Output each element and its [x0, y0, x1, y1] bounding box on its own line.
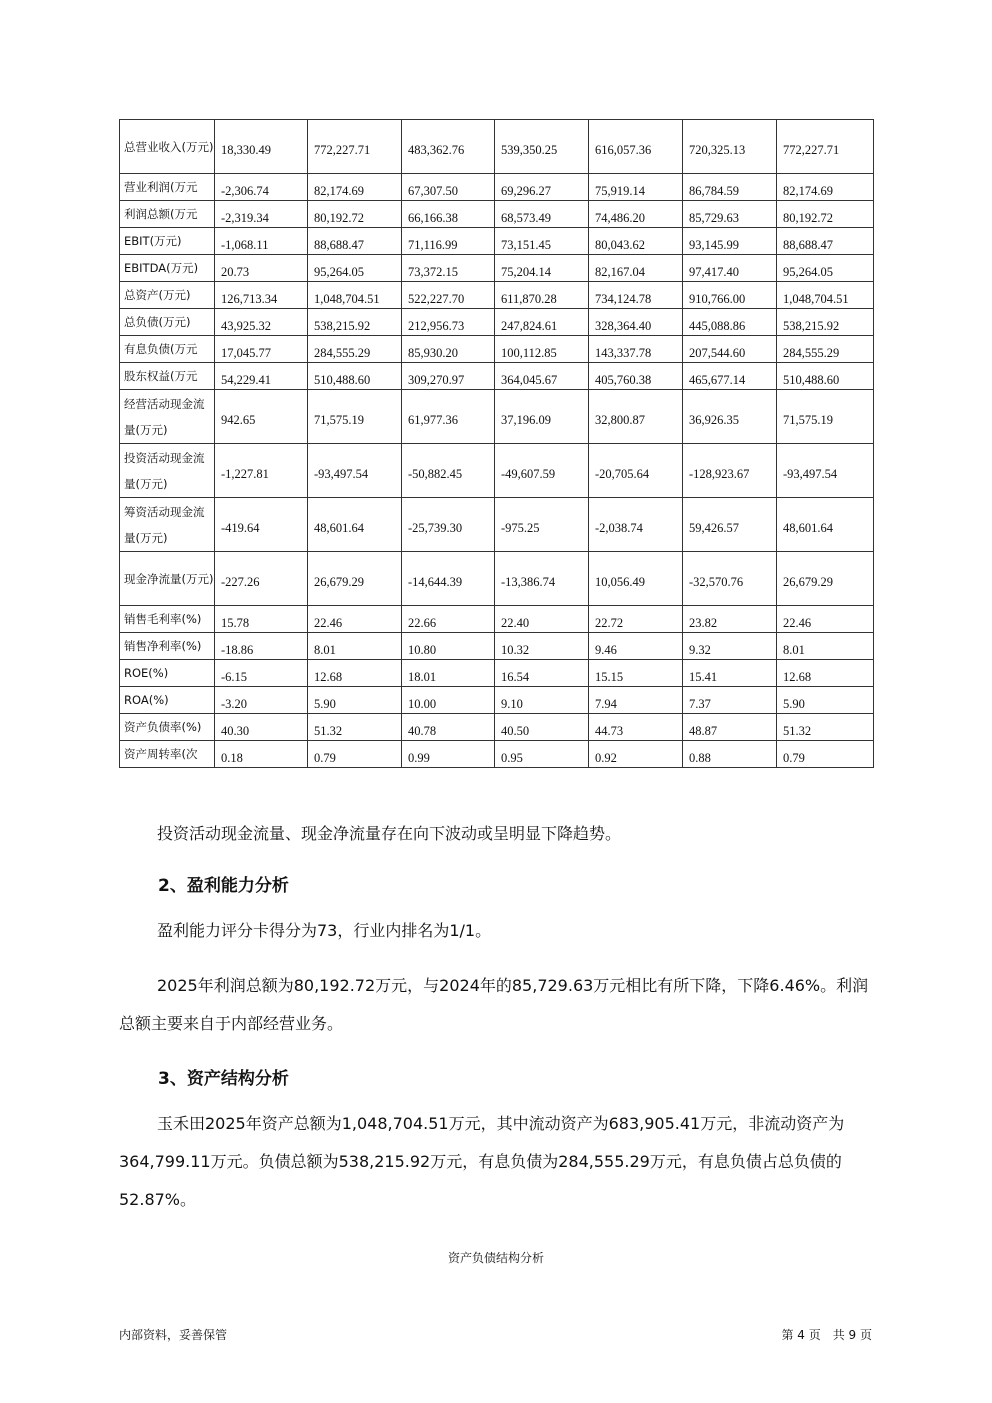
table-cell: 22.66	[402, 606, 495, 633]
table-cell: 0.79	[308, 741, 402, 768]
section-heading-profitability: 2、盈利能力分析	[158, 876, 289, 896]
table-cell: 18.01	[402, 660, 495, 687]
table-cell: 10.80	[402, 633, 495, 660]
table-cell: 910,766.00	[683, 282, 777, 309]
table-cell: 5.90	[777, 687, 874, 714]
table-cell: 15.78	[215, 606, 308, 633]
table-cell: 611,870.28	[495, 282, 589, 309]
paragraph-total-profit: 2025年利润总额为80,192.72万元，与2024年的85,729.63万元相比有所下降，下降6.46%。利润总额主要来自于内部经营业务。	[119, 976, 869, 1033]
row-label: 资产负债率(%)	[120, 714, 215, 741]
table-cell: 95,264.05	[308, 255, 402, 282]
table-row	[120, 309, 874, 336]
table-cell: 8.01	[777, 633, 874, 660]
table-row	[120, 633, 874, 660]
table-cell: 20.73	[215, 255, 308, 282]
table-cell: -227.26	[215, 552, 308, 606]
table-cell: 88,688.47	[308, 228, 402, 255]
table-cell: 86,784.59	[683, 174, 777, 201]
table-cell: 80,192.72	[777, 201, 874, 228]
table-row	[120, 255, 874, 282]
table-cell: 85,930.20	[402, 336, 495, 363]
table-cell: 85,729.63	[683, 201, 777, 228]
row-label: 有息负债(万元	[120, 336, 215, 363]
table-cell: 616,057.36	[589, 120, 683, 174]
row-label: 经营活动现金流量(万元)	[120, 390, 215, 444]
table-cell: 364,045.67	[495, 363, 589, 390]
table-cell: 71,116.99	[402, 228, 495, 255]
table-cell: 71,575.19	[308, 390, 402, 444]
row-label: 现金净流量(万元)	[120, 552, 215, 606]
table-cell: 23.82	[683, 606, 777, 633]
table-row	[120, 174, 874, 201]
table-cell: 8.01	[308, 633, 402, 660]
table-cell: -2,038.74	[589, 498, 683, 552]
table-cell: 22.40	[495, 606, 589, 633]
table-cell: 0.99	[402, 741, 495, 768]
table-row	[120, 498, 874, 552]
row-label: 营业利润(万元	[120, 174, 215, 201]
table-cell: 69,296.27	[495, 174, 589, 201]
table-cell: 51.32	[777, 714, 874, 741]
table-cell: 18,330.49	[215, 120, 308, 174]
row-label: 总负债(万元)	[120, 309, 215, 336]
table-cell: 465,677.14	[683, 363, 777, 390]
table-cell: 51.32	[308, 714, 402, 741]
table-row	[120, 444, 874, 498]
table-cell: -14,644.39	[402, 552, 495, 606]
paragraph-profitability-score: 盈利能力评分卡得分为73，行业内排名为1/1。	[157, 921, 492, 940]
table-cell: 95,264.05	[777, 255, 874, 282]
table-cell: 74,486.20	[589, 201, 683, 228]
table-cell: 284,555.29	[308, 336, 402, 363]
footer-confidential-note: 内部资料，妥善保管	[119, 1328, 228, 1342]
table-cell: 143,337.78	[589, 336, 683, 363]
table-cell: 73,151.45	[495, 228, 589, 255]
table-cell: 1,048,704.51	[777, 282, 874, 309]
table-cell: 734,124.78	[589, 282, 683, 309]
paragraph-asset-structure: 玉禾田2025年资产总额为1,048,704.51万元，其中流动资产为683,905.41万元，非流动资产为364,799.11万元。负债总额为538,215.92万元，有息负债为284,555.29万元，有息负债占总负债的52.87%。	[119, 1114, 845, 1209]
row-label: ROE(%)	[120, 660, 215, 687]
table-cell: 15.15	[589, 660, 683, 687]
table-cell: 48,601.64	[777, 498, 874, 552]
row-label: 股东权益(万元	[120, 363, 215, 390]
table-cell: 10.32	[495, 633, 589, 660]
table-cell: 0.18	[215, 741, 308, 768]
table-cell: 720,325.13	[683, 120, 777, 174]
table-row	[120, 228, 874, 255]
row-label: 投资活动现金流量(万元)	[120, 444, 215, 498]
table-cell: 75,919.14	[589, 174, 683, 201]
table-cell: 538,215.92	[777, 309, 874, 336]
row-label: EBITDA(万元)	[120, 255, 215, 282]
table-cell: -93,497.54	[308, 444, 402, 498]
table-cell: 522,227.70	[402, 282, 495, 309]
table-cell: 75,204.14	[495, 255, 589, 282]
table-cell: 309,270.97	[402, 363, 495, 390]
row-label: 总资产(万元)	[120, 282, 215, 309]
table-cell: 73,372.15	[402, 255, 495, 282]
table-cell: 71,575.19	[777, 390, 874, 444]
table-row	[120, 741, 874, 768]
table-cell: 212,956.73	[402, 309, 495, 336]
table-cell: 40.30	[215, 714, 308, 741]
table-cell: -6.15	[215, 660, 308, 687]
table-cell: 942.65	[215, 390, 308, 444]
paragraph-cashflow-trend: 投资活动现金流量、现金净流量存在向下波动或呈明显下降趋势。	[157, 824, 622, 843]
table-cell: 0.92	[589, 741, 683, 768]
table-cell: 48.87	[683, 714, 777, 741]
table-cell: -128,923.67	[683, 444, 777, 498]
figure-caption: 资产负债结构分析	[447, 1251, 544, 1265]
table-cell: -93,497.54	[777, 444, 874, 498]
table-cell: 510,488.60	[308, 363, 402, 390]
table-cell: 510,488.60	[777, 363, 874, 390]
table-cell: 40.50	[495, 714, 589, 741]
table-cell: -32,570.76	[683, 552, 777, 606]
table-row	[120, 714, 874, 741]
table-cell: 32,800.87	[589, 390, 683, 444]
table-cell: 22.72	[589, 606, 683, 633]
table-row	[120, 606, 874, 633]
table-row	[120, 282, 874, 309]
table-cell: 7.37	[683, 687, 777, 714]
table-cell: 328,364.40	[589, 309, 683, 336]
table-cell: 22.46	[308, 606, 402, 633]
table-cell: 36,926.35	[683, 390, 777, 444]
table-cell: -1,227.81	[215, 444, 308, 498]
table-cell: 82,174.69	[308, 174, 402, 201]
table-cell: 483,362.76	[402, 120, 495, 174]
table-cell: -18.86	[215, 633, 308, 660]
table-cell: 0.79	[777, 741, 874, 768]
table-cell: 405,760.38	[589, 363, 683, 390]
table-cell: 67,307.50	[402, 174, 495, 201]
financial-table	[119, 119, 874, 768]
table-cell: 43,925.32	[215, 309, 308, 336]
table-cell: 538,215.92	[308, 309, 402, 336]
table-cell: 284,555.29	[777, 336, 874, 363]
footer-page-number: 第 4 页 共 9 页	[781, 1328, 872, 1342]
row-label: 资产周转率(次	[120, 741, 215, 768]
table-cell: 80,192.72	[308, 201, 402, 228]
row-label: 筹资活动现金流量(万元)	[120, 498, 215, 552]
table-cell: -2,319.34	[215, 201, 308, 228]
table-cell: 247,824.61	[495, 309, 589, 336]
table-cell: 37,196.09	[495, 390, 589, 444]
row-label: 销售净利率(%)	[120, 633, 215, 660]
table-cell: 80,043.62	[589, 228, 683, 255]
table-cell: 0.88	[683, 741, 777, 768]
table-cell: 12.68	[777, 660, 874, 687]
table-cell: 61,977.36	[402, 390, 495, 444]
table-cell: 9.10	[495, 687, 589, 714]
table-cell: -1,068.11	[215, 228, 308, 255]
table-cell: 93,145.99	[683, 228, 777, 255]
row-label: 利润总额(万元	[120, 201, 215, 228]
table-cell: 9.46	[589, 633, 683, 660]
row-label: EBIT(万元)	[120, 228, 215, 255]
table-cell: -25,739.30	[402, 498, 495, 552]
table-cell: -49,607.59	[495, 444, 589, 498]
table-row	[120, 120, 874, 174]
table-row	[120, 390, 874, 444]
table-row	[120, 363, 874, 390]
table-cell: 100,112.85	[495, 336, 589, 363]
table-cell: 9.32	[683, 633, 777, 660]
row-label: 销售毛利率(%)	[120, 606, 215, 633]
table-cell: -2,306.74	[215, 174, 308, 201]
table-cell: 97,417.40	[683, 255, 777, 282]
table-cell: 207,544.60	[683, 336, 777, 363]
table-cell: 1,048,704.51	[308, 282, 402, 309]
table-cell: 44.73	[589, 714, 683, 741]
table-cell: 40.78	[402, 714, 495, 741]
table-cell: 539,350.25	[495, 120, 589, 174]
table-row	[120, 201, 874, 228]
row-label: ROA(%)	[120, 687, 215, 714]
table-cell: -419.64	[215, 498, 308, 552]
table-cell: 22.46	[777, 606, 874, 633]
table-cell: 17,045.77	[215, 336, 308, 363]
table-cell: 12.68	[308, 660, 402, 687]
table-row	[120, 687, 874, 714]
table-cell: 5.90	[308, 687, 402, 714]
table-cell: -20,705.64	[589, 444, 683, 498]
table-cell: 445,088.86	[683, 309, 777, 336]
section-heading-asset-structure: 3、资产结构分析	[158, 1069, 289, 1089]
table-cell: -13,386.74	[495, 552, 589, 606]
table-cell: -3.20	[215, 687, 308, 714]
table-cell: 82,174.69	[777, 174, 874, 201]
table-cell: 15.41	[683, 660, 777, 687]
table-row	[120, 660, 874, 687]
table-row	[120, 336, 874, 363]
table-cell: 772,227.71	[777, 120, 874, 174]
table-cell: 66,166.38	[402, 201, 495, 228]
table-cell: 10.00	[402, 687, 495, 714]
table-cell: -975.25	[495, 498, 589, 552]
table-cell: 126,713.34	[215, 282, 308, 309]
table-cell: 772,227.71	[308, 120, 402, 174]
table-cell: 48,601.64	[308, 498, 402, 552]
table-cell: -50,882.45	[402, 444, 495, 498]
table-cell: 26,679.29	[777, 552, 874, 606]
table-cell: 26,679.29	[308, 552, 402, 606]
table-cell: 0.95	[495, 741, 589, 768]
table-cell: 54,229.41	[215, 363, 308, 390]
table-cell: 7.94	[589, 687, 683, 714]
table-cell: 10,056.49	[589, 552, 683, 606]
table-cell: 88,688.47	[777, 228, 874, 255]
table-row	[120, 552, 874, 606]
table-cell: 59,426.57	[683, 498, 777, 552]
table-cell: 16.54	[495, 660, 589, 687]
row-label: 总营业收入(万元)	[120, 120, 215, 174]
table-cell: 82,167.04	[589, 255, 683, 282]
table-cell: 68,573.49	[495, 201, 589, 228]
